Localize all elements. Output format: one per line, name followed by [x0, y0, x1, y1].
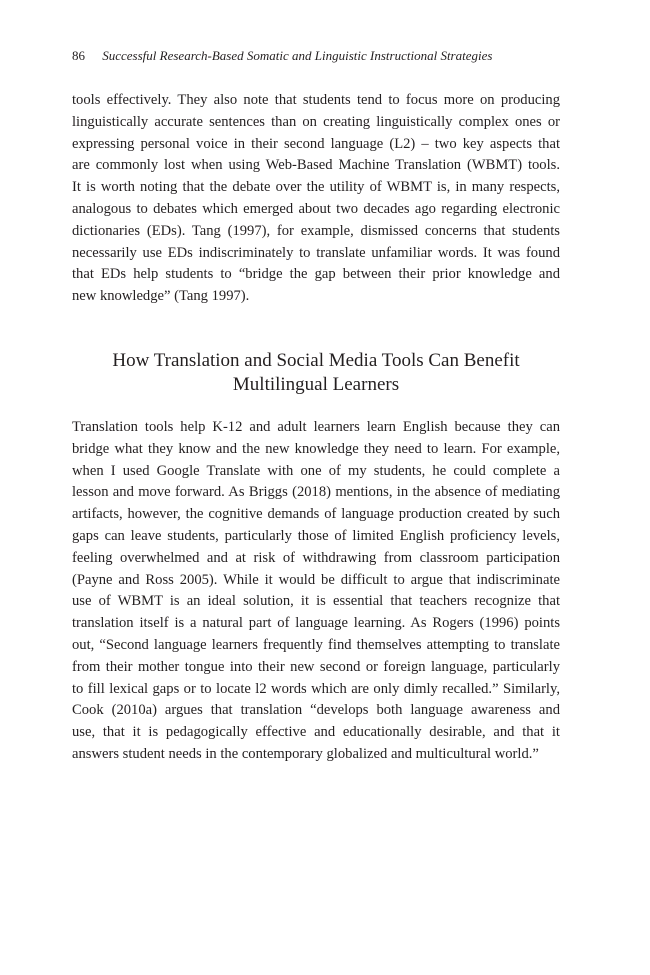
text-line: It is worth noting that the debate over the utility of WBMT is, in many respects, [72, 179, 560, 196]
text-line: linguistically accurate sentences than on creating linguistically complex ones or [72, 113, 560, 130]
text-line: lesson and move forward. As Briggs (2018) mentions, in the absence of mediating [72, 484, 560, 501]
text-line: answers student needs in the contemporary globalized and multicultural world.” [72, 745, 539, 762]
text-line: dictionaries (EDs). Tang (1997), for example, dismissed concerns that students [72, 222, 560, 239]
section-heading-line-2: Multilingual Learners [232, 374, 400, 395]
body-paragraph-2 [72, 417, 560, 766]
page-number: 86 [72, 48, 85, 63]
text-line: necessarily use EDs indiscriminately to translate unfamiliar words. It was found [72, 244, 560, 261]
running-title: Successful Research-Based Somatic and Linguistic Instructional Strategies [102, 48, 493, 63]
text-line: when I used Google Translate with one of my students, he could complete a [72, 462, 560, 479]
text-line: Cook (2010a) argues that translation “develops both language awareness and [72, 702, 560, 719]
text-line: expressing personal voice in their second language (L2) – two key aspects that [72, 135, 560, 152]
text-line: are commonly lost when using Web-Based Machine Translation (WBMT) tools. [72, 157, 560, 174]
text-line: translation itself is a natural part of language learning. As Rogers (1996) points [72, 615, 560, 632]
text-line: out, “Second language learners frequently find themselves attempting to translate [72, 636, 560, 653]
text-line: bridge what they know and the new knowledge they need to learn. For example, [72, 440, 560, 457]
text-line: (Payne and Ross 2005). While it would be difficult to argue that indiscriminate [72, 571, 560, 588]
text-line: Translation tools help K-12 and adult learners learn English because they can [72, 419, 560, 435]
running-header [72, 48, 590, 64]
body-paragraph-1 [72, 90, 560, 308]
section-heading [72, 349, 560, 397]
text-line: tools effectively. They also note that students tend to focus more on producing [72, 92, 560, 108]
text-line: use, that it is pedagogically effective and educationally desirable, and that it [72, 724, 560, 741]
text-line: that EDs help students to “bridge the gap between their prior knowledge and [72, 266, 560, 283]
text-line: new knowledge” (Tang 1997). [72, 288, 250, 305]
text-line: gaps can leave students, particularly those of limited English proficiency levels, [72, 527, 560, 544]
text-line: analogous to debates which emerged about two decades ago regarding electronic [72, 200, 560, 217]
text-line: to fill lexical gaps or to locate l2 words which are only dimly recalled.” Similarly, [72, 680, 560, 697]
text-line: feeling overwhelmed and at risk of withdrawing from classroom participation [72, 549, 560, 566]
text-line: artifacts, however, the cognitive demands of language production created by such [72, 506, 560, 523]
section-heading-line-1: How Translation and Social Media Tools Can Benefit [112, 350, 520, 371]
text-line: from their mother tongue into their new second or foreign language, particularly [72, 658, 560, 675]
text-line: use of WBMT is an ideal solution, it is essential that teachers recognize that [72, 593, 560, 610]
